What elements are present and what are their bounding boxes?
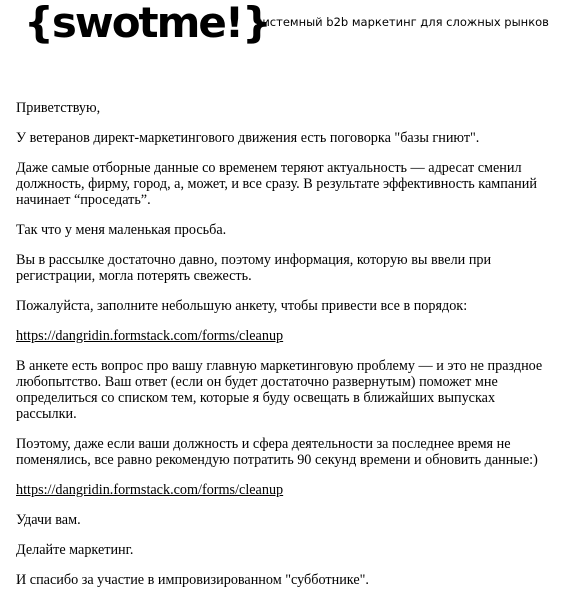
paragraph-request: Так что у меня маленькая просьба. <box>16 222 227 238</box>
tagline: системный b2b маркетинг для сложных рынков <box>256 15 549 29</box>
greeting: Приветствую, <box>16 100 101 116</box>
paragraph-data-decay: Даже самые отборные данные со временем теряют актуальность — адресат сменил должность, фирму, город, а, может, и все сразу. В результате эффективность кампаний начинает “проседать”. <box>16 160 537 208</box>
paragraph-registration: Вы в рассылке достаточно давно, поэтому информация, которую вы ввели при регистрации, могла потерять свежесть. <box>16 252 492 284</box>
paragraph-update-data: Поэтому, даже если ваши должность и сфера деятельности за последнее время не поменялись, все равно рекомендую потратить 90 секунд времени и обновить данные:) <box>16 436 538 468</box>
survey-link-paragraph-2 <box>16 482 556 498</box>
paragraph-thanks: И спасибо за участие в импровизированном "субботнике". <box>16 572 369 588</box>
paragraph-do-marketing: Делайте маркетинг. <box>16 542 134 558</box>
paragraph-good-luck: Удачи вам. <box>16 512 81 528</box>
survey-link-1[interactable]: https://dangridin.formstack.com/forms/cleanup <box>16 328 284 344</box>
swotme-logo: {swotme!} <box>24 0 270 47</box>
paragraph-survey-prompt: Пожалуйста, заполните небольшую анкету, чтобы привести все в порядок: <box>16 298 468 314</box>
paragraph-proverb: У ветеранов директ-маркетингового движения есть поговорка "базы гниют". <box>16 130 480 146</box>
email-body <box>16 100 556 602</box>
survey-link-paragraph <box>16 328 556 344</box>
email-header <box>24 0 564 50</box>
paragraph-marketing-problem: В анкете есть вопрос про вашу главную маркетинговую проблему — и это не праздное любопытство. Ваш ответ (если он будет достаточно развернутым) поможет мне определиться со списком тем, которые я буду освещать в ближайших выпусках рассылки. <box>16 358 543 422</box>
survey-link-2[interactable]: https://dangridin.formstack.com/forms/cleanup <box>16 482 284 498</box>
